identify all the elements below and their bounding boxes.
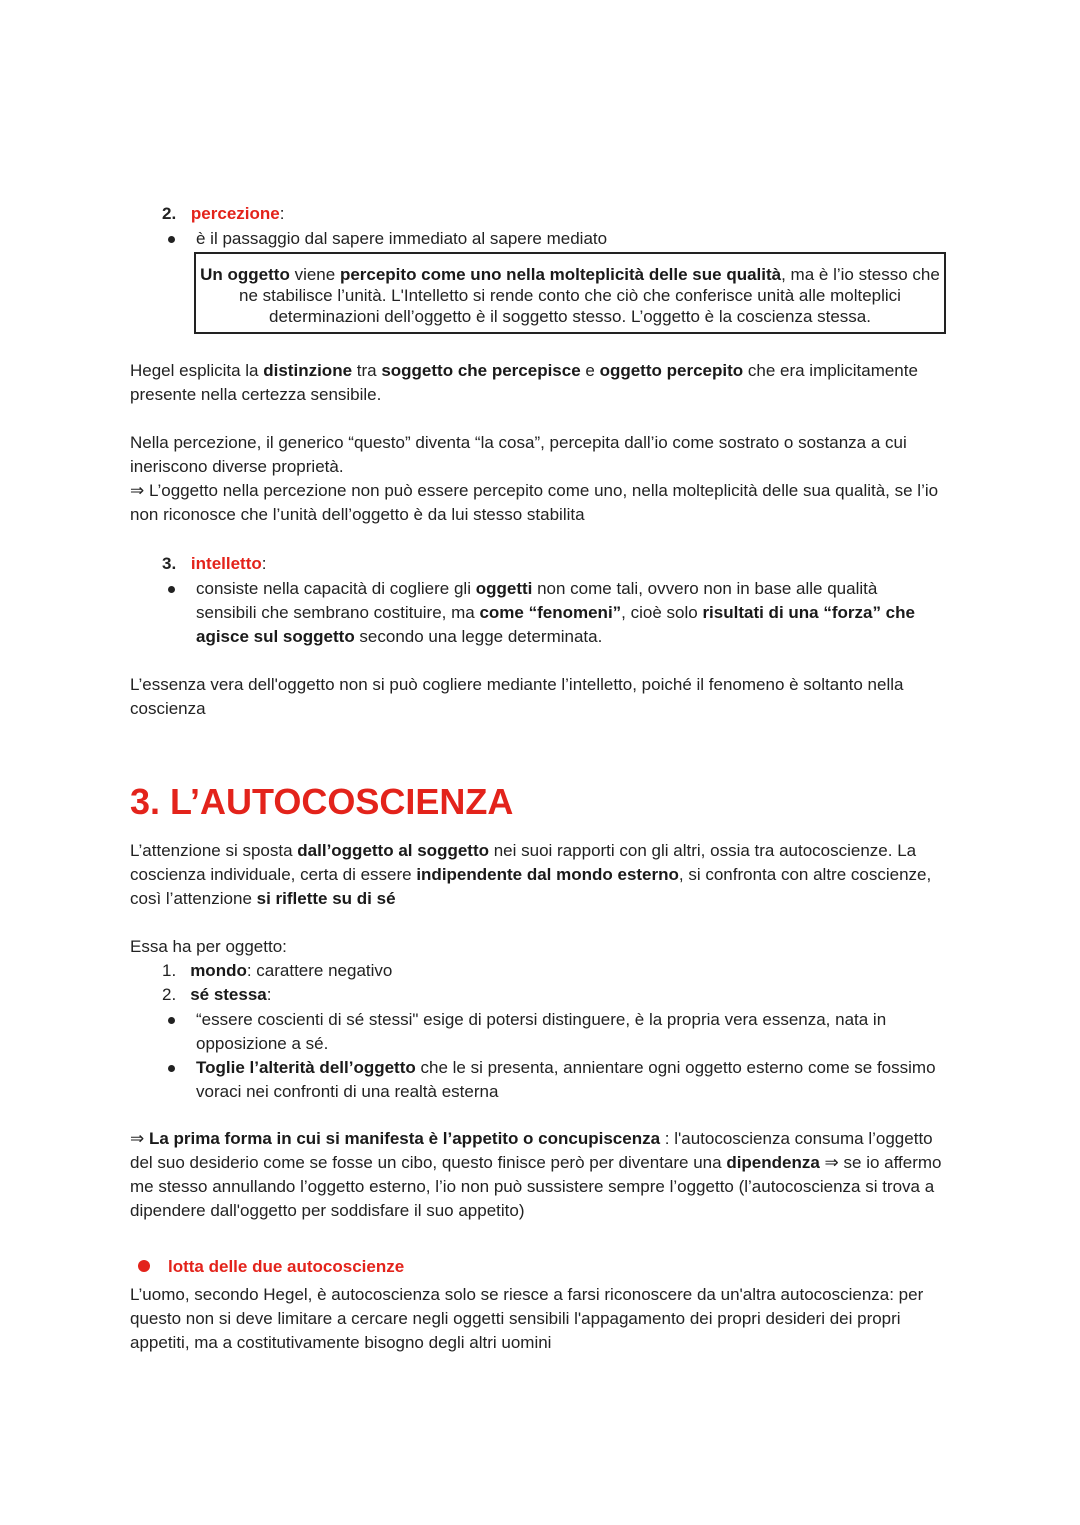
bullet-icon [168,236,175,243]
paragraph-appetito: ⇒ La prima forma in cui si manifesta è l’appetito o concupiscenza : l'autocoscienza consuma l’oggetto del suo desiderio come se fosse un cibo, questo finisce però per diventare una dipendenza ⇒ se io affermo me stesso annullando l’oggetto esterno, l’io non può sussistere sempre l’oggetto (l’autocoscienza si trova a dipendere dall'oggetto per soddisfare il suo appetito) [130,1129,942,1220]
list-item-intelletto: 3. intelletto: [162,554,267,573]
paragraph-attenzione: L’attenzione si sposta dall’oggetto al soggetto nei suoi rapporti con gli altri, ossia tra autocoscienze. La coscienza individuale, certa di essere indipendente dal mondo esterno, si confronta con altre coscienze, così l’attenzione si riflette su di sé [130,841,932,908]
paragraph-la-cosa: Nella percezione, il generico “questo” diventa “la cosa”, percepita dall’io come sostrato o sostanza a cui ineriscono diverse proprietà. [130,433,907,476]
paragraph-lotta: L’uomo, secondo Hegel, è autocoscienza solo se riesce a farsi riconoscere da un'altra autocoscienza: per questo non si deve limitare a cercare negli oggetti sensibili l'appagamento dei propri desideri dei propri appetiti, ma a costitutivamente bisogno degli altri uomini [130,1285,924,1352]
paragraph-essenza: L’essenza vera dell'oggetto non si può cogliere mediante l’intelletto, poiché il fenomeno è soltanto nella coscienza [130,675,904,718]
definition-box: Un oggetto viene percepito come uno nella molteplicità delle sue qualità, ma è l’io stesso che ne stabilisce l’unità. L'Intelletto si rende conto che ciò che conferisce unità alle molteplici determinazioni dell’oggetto è il soggetto stesso. L’oggetto è la coscienza stessa. [194,252,946,334]
list-item-mondo: 1. mondo: carattere negativo [162,961,393,980]
list-item-percezione: 2. percezione: [162,204,285,223]
bullet-text-coscienti: “essere coscienti di sé stessi" esige di potersi distinguere, è la propria vera essenza, nata in opposizione a sé. [196,1010,887,1053]
list-number: 2. [162,204,177,223]
list-number: 3. [162,554,177,573]
bullet-text-intelletto: consiste nella capacità di cogliere gli oggetti non come tali, ovvero non in base alle qualità sensibili che sembrano costituire, ma come “fenomeni”, cioè solo risultati di una “forza” che agisce sul soggetto secondo una legge determinata. [196,579,915,646]
list-intro: Essa ha per oggetto: [130,937,287,956]
bullet-icon [168,586,175,593]
bullet-icon [168,1017,175,1024]
paragraph-conclusion: ⇒ L’oggetto nella percezione non può essere percepito come uno, nella molteplicità delle sua qualità, se l’io non riconosce che l’unità dell’oggetto è da lui stesso stabilita [130,481,939,524]
bullet-text: è il passaggio dal sapere immediato al sapere mediato [196,229,608,248]
list-item-se-stessa: 2. sé stessa: [162,985,272,1004]
term-intelletto: intelletto [190,554,262,573]
paragraph-distinzione: Hegel esplicita la distinzione tra soggetto che percepisce e oggetto percepito che era implicitamente presente nella certezza sensibile. [130,361,918,404]
term-percezione: percezione [190,204,280,223]
subheading-lotta: lotta delle due autocoscienze [168,1257,405,1276]
red-bullet-icon [138,1260,150,1272]
section-heading: 3. L’AUTOCOSCIENZA [130,781,514,822]
bullet-icon [168,1065,175,1072]
bullet-text-alterita: Toglie l’alterità dell’oggetto che le si presenta, annientare ogni oggetto esterno come se fossimo voraci nei confronti di una realtà esterna [196,1058,936,1101]
